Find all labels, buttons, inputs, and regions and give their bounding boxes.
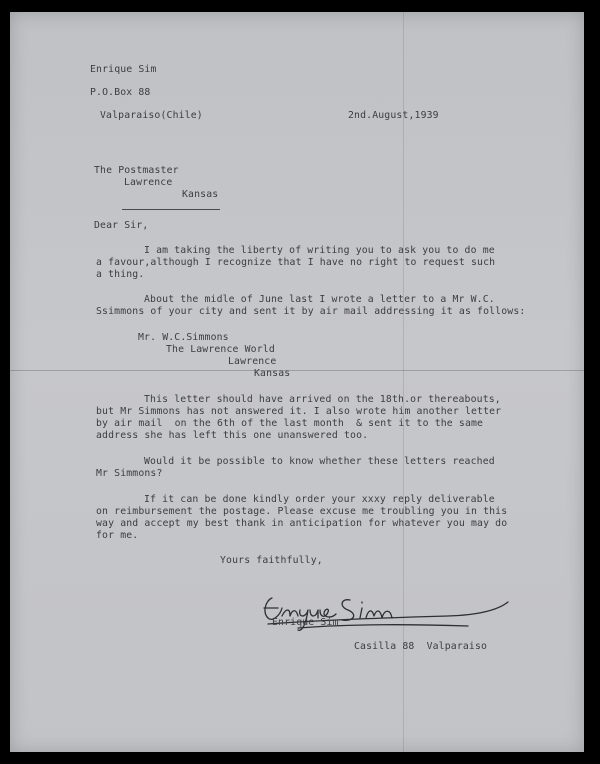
paragraph-1-line-2: a favour,although I recognize that I have no right to request such bbox=[96, 257, 496, 268]
address-line-2: The Lawrence World bbox=[166, 344, 275, 355]
paragraph-2-line-2: Ssimmons of your city and sent it by air mail addressing it as follows: bbox=[96, 306, 526, 317]
letter-page bbox=[10, 12, 584, 752]
closing: Yours faithfully, bbox=[220, 555, 323, 566]
sender-box: P.O.Box 88 bbox=[90, 87, 151, 98]
paragraph-3-line-2: but Mr Simmons has not answered it. I also wrote him another letter bbox=[96, 406, 502, 417]
paragraph-5-line-4: for me. bbox=[96, 530, 139, 541]
recipient-line-2: Lawrence bbox=[124, 177, 173, 188]
address-line-4: Kansas bbox=[254, 368, 291, 379]
paragraph-5-line-2: on reimbursement the postage. Please excuse me troubling you in this bbox=[96, 506, 508, 517]
address-line-1: Mr. W.C.Simmons bbox=[138, 332, 229, 343]
address-line-3: Lawrence bbox=[228, 356, 277, 367]
recipient-line-3: Kansas bbox=[182, 189, 219, 200]
paragraph-3-line-3: by air mail on the 6th of the last month & sent it to the same bbox=[96, 418, 484, 429]
recipient-underline bbox=[122, 209, 220, 210]
paragraph-5-line-3: way and accept my best thank in anticipation for whatever you may do bbox=[96, 518, 508, 529]
recipient-line-1: The Postmaster bbox=[94, 165, 179, 176]
paragraph-5-line-1: If it can be done kindly order your xxxy reply deliverable bbox=[144, 494, 495, 505]
paragraph-3-line-4: address she has left this one unanswered too. bbox=[96, 430, 369, 441]
paragraph-4-line-2: Mr Simmons? bbox=[96, 468, 163, 479]
paragraph-3-line-1: This letter should have arrived on the 18th.or thereabouts, bbox=[144, 394, 501, 405]
sender-name: Enrique Sim bbox=[90, 64, 157, 75]
letter-date: 2nd.August,1939 bbox=[348, 110, 439, 121]
paragraph-2-line-1: About the midle of June last I wrote a letter to a Mr W.C. bbox=[144, 294, 495, 305]
fold-line-horizontal bbox=[10, 370, 584, 371]
footer-address: Casilla 88 Valparaiso bbox=[354, 641, 488, 652]
typed-signature-name: Enrique Sim bbox=[272, 617, 339, 628]
paragraph-4-line-1: Would it be possible to know whether these letters reached bbox=[144, 456, 495, 467]
salutation: Dear Sir, bbox=[94, 220, 149, 231]
sender-city: Valparaiso(Chile) bbox=[100, 110, 203, 121]
paragraph-1-line-1: I am taking the liberty of writing you to ask you to do me bbox=[144, 245, 495, 256]
paragraph-1-line-3: a thing. bbox=[96, 269, 145, 280]
